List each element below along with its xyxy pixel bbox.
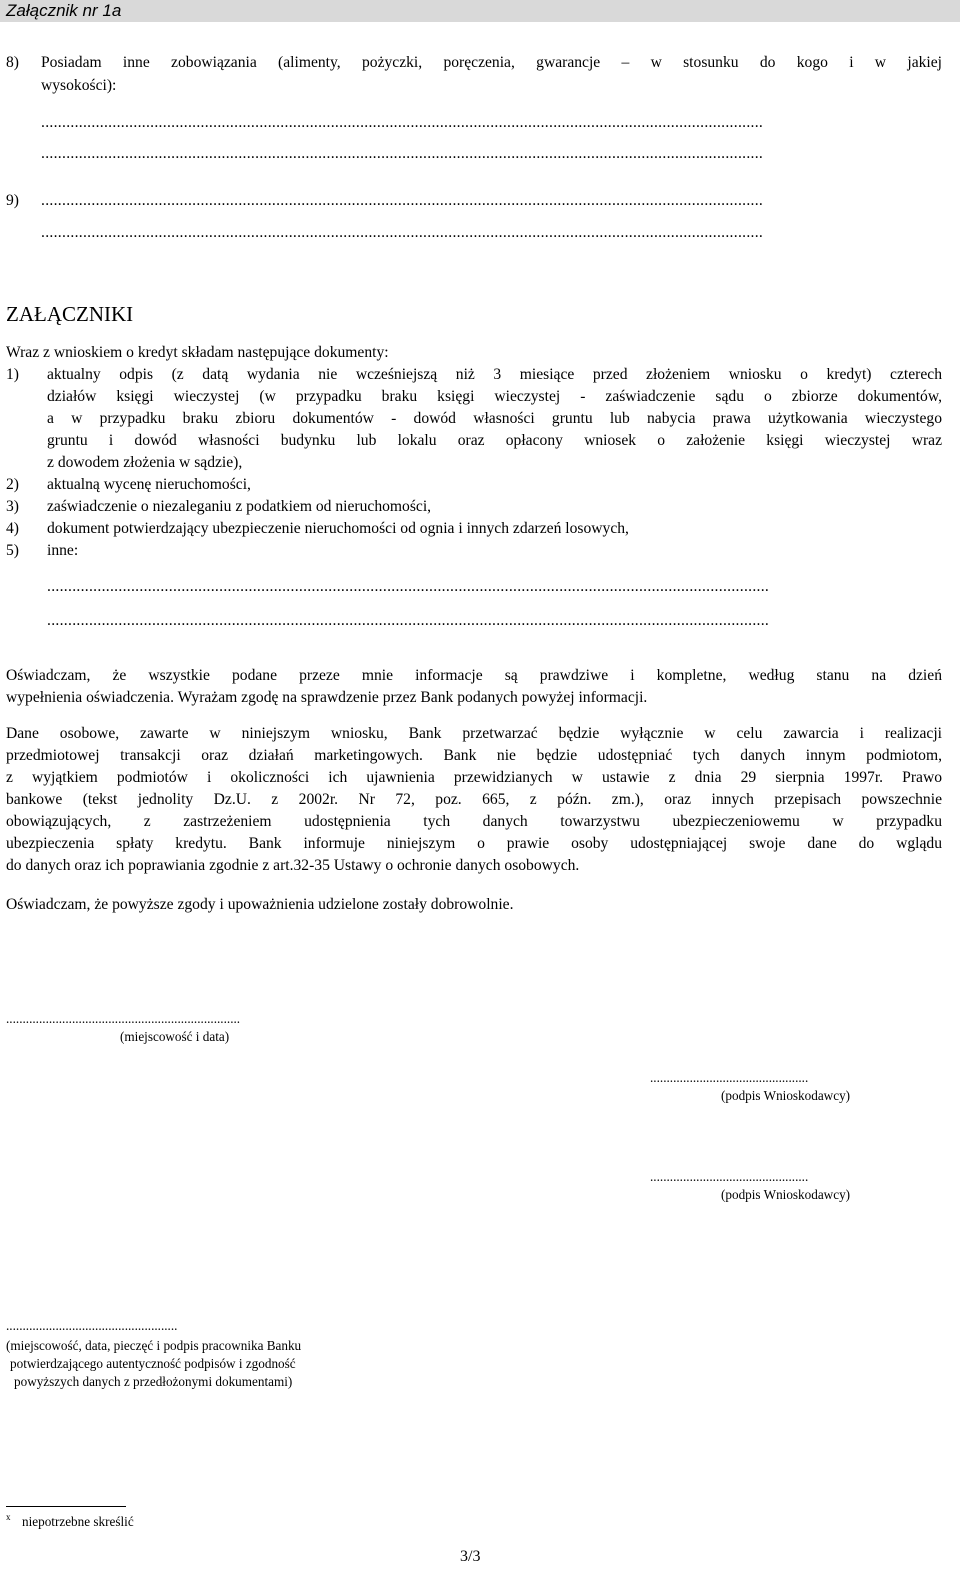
bank-signature-dots: .................................................... xyxy=(6,1318,178,1333)
applicant-2-dots: ................................................ xyxy=(650,1169,809,1184)
header-band xyxy=(0,0,960,22)
footnote-rule xyxy=(6,1506,126,1507)
attachment-1-line-5: z dowodem złożenia w sądzie), xyxy=(47,454,243,471)
attachment-1-line-3: a w przypadku braku zbioru dokumentów - dowód własności gruntu lub nabycia prawa użytkowania wieczystego xyxy=(47,410,942,427)
attachment-5-text: inne: xyxy=(47,542,79,559)
attachment-3-text: zaświadczenie o niezaleganiu z podatkiem od nieruchomości, xyxy=(47,498,432,515)
attachment-5-dots-1: ............................................................................................................................................................................ xyxy=(47,578,770,595)
applicant-2-label: (podpis Wnioskodawcy) xyxy=(721,1187,851,1202)
attachments-intro: Wraz z wnioskiem o kredyt składam następujące dokumenty: xyxy=(6,344,389,361)
attachment-1-number: 1) xyxy=(6,366,19,383)
attachment-2-number: 2) xyxy=(6,476,19,493)
item-9-dots-2: ............................................................................................................................................................................ xyxy=(41,224,764,241)
declaration-2: Oświadczam, że powyższe zgody i upoważnienia udzielone zostały dobrowolnie. xyxy=(6,896,514,913)
item-9-dots-1: ............................................................................................................................................................................ xyxy=(41,192,764,209)
personal-data-line-4: bankowe (tekst jednolity Dz.U. z 2002r. Nr 72, poz. 665, z późn. zm.), oraz innych przepisach powszechnie xyxy=(6,791,942,808)
attachment-5-dots-2: ............................................................................................................................................................................ xyxy=(47,612,770,629)
attachment-1-line-1: aktualny odpis (z datą wydania nie wcześniejszą niż 3 miesiące przed złożeniem wniosku o kredyt) czterech xyxy=(47,366,942,383)
item-8-line-1: Posiadam inne zobowiązania (alimenty, pożyczki, poręczenia, gwarancje – w stosunku do kogo i w jakiej xyxy=(41,54,942,71)
attachment-1-line-2: działów księgi wieczystej (w przypadku braku księgi wieczystej - zaświadczenie sądu o zbiorze dokumentów, xyxy=(47,388,942,405)
item-8-number: 8) xyxy=(6,54,19,71)
item-8-dots-2: ............................................................................................................................................................................ xyxy=(41,145,764,162)
bank-signature-label-line-2: potwierdzającego autentyczność podpisów i zgodność xyxy=(10,1356,296,1371)
personal-data-line-7: do danych oraz ich poprawiania zgodnie z art.32-35 Ustawy o ochronie danych osobowych. xyxy=(6,857,580,874)
personal-data-line-2: przedmiotowej transakcji oraz działań marketingowych. Bank nie będzie udostępniać tych danych innym podmiotom, xyxy=(6,747,942,764)
personal-data-line-5: obowiązujących, z zastrzeżeniem udostępnienia tych danych towarzystwu ubezpieczeniowemu w przypadku xyxy=(6,813,942,830)
personal-data-line-1: Dane osobowe, zawarte w niniejszym wniosku, Bank przetwarzać będzie wyłącznie w celu zawarcia i realizacji xyxy=(6,725,942,742)
attachment-4-text: dokument potwierdzający ubezpieczenie nieruchomości od ognia i innych zdarzeń losowych, xyxy=(47,520,629,537)
page-title: Załącznik nr 1a xyxy=(6,1,122,20)
attachments-heading: ZAŁĄCZNIKI xyxy=(6,302,134,326)
attachment-2-text: aktualną wycenę nieruchomości, xyxy=(47,476,251,493)
attachment-4-number: 4) xyxy=(6,520,19,537)
bank-signature-label-line-3: powyższych danych z przedłożonymi dokumentami) xyxy=(14,1374,293,1389)
place-date-dots: ....................................................................... xyxy=(6,1011,241,1026)
page-number: 3/3 xyxy=(460,1548,481,1565)
footnote-text: niepotrzebne skreślić xyxy=(22,1514,134,1529)
item-8-dots-1: ............................................................................................................................................................................ xyxy=(41,114,764,131)
bank-signature-label-line-1: (miejscowość, data, pieczęć i podpis pracownika Banku xyxy=(6,1338,302,1353)
applicant-1-dots: ................................................ xyxy=(650,1070,809,1085)
item-8-line-2: wysokości): xyxy=(41,77,117,94)
attachment-5-number: 5) xyxy=(6,542,19,559)
item-9-number: 9) xyxy=(6,192,19,209)
footnote-mark: x xyxy=(6,1512,11,1522)
applicant-1-label: (podpis Wnioskodawcy) xyxy=(721,1088,851,1103)
attachment-1-line-4: gruntu i dowód własności budynku lub lokalu oraz opłacony wniosek o założenie księgi wieczystej wraz xyxy=(47,432,942,449)
place-date-label: (miejscowość i data) xyxy=(120,1029,230,1044)
personal-data-line-6: ubezpieczenia spłaty kredytu. Bank informuje niniejszym o prawie osoby udostępniającej swoje dane do wglądu xyxy=(6,835,942,852)
declaration-1-line-1: Oświadczam, że wszystkie podane przeze mnie informacje są prawdziwe i kompletne, według stanu na dzień xyxy=(6,667,942,684)
declaration-1-line-2: wypełnienia oświadczenia. Wyrażam zgodę na sprawdzenie przez Bank podanych powyżej informacji. xyxy=(6,689,648,706)
personal-data-line-3: z wyjątkiem podmiotów i okoliczności ich ujawnienia przewidzianych w ustawie z dnia 29 sierpnia 1997r. Prawo xyxy=(6,769,942,786)
attachment-3-number: 3) xyxy=(6,498,19,515)
